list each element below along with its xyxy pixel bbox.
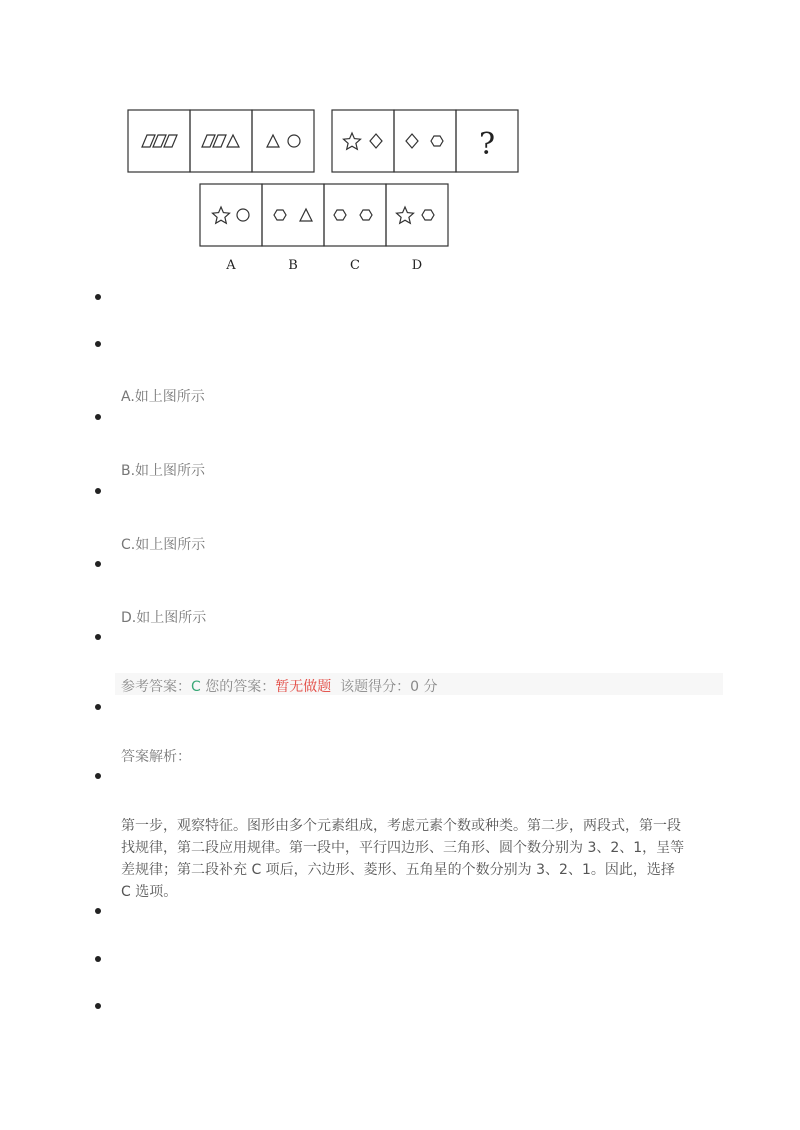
parallelogram-shape [213,135,226,147]
list-bullet [95,773,101,779]
list-bullet [95,1003,101,1009]
reference-answer-value: C [191,679,201,695]
parallelogram-shape [142,135,155,147]
figure-cell-5 [394,110,456,172]
option-cell-d [386,184,448,246]
figure-cell-4 [332,110,394,172]
parallelogram-shape [202,135,215,147]
diamond-shape [370,134,382,148]
figure-cell-2 [190,110,252,172]
your-answer-label: 您的答案： [200,679,276,695]
circle-shape [288,135,300,147]
hexagon-shape [334,210,346,220]
explanation-title: 答案解析： [121,749,191,765]
reference-answer-label: 参考答案： [121,679,191,695]
hexagon-shape [431,136,443,146]
parallelogram-shape [164,135,177,147]
figure-cell-1 [128,110,190,172]
option-cell-c [324,184,386,246]
explanation-body: 第一步，观察特征。图形由多个元素组成，考虑元素个数或种类。第二步，两段式，第一段找规律，第二段应用规律。第一段中，平行四边形、三角形、圆个数分别为 3、2、1，呈等差规律；第二段补充 C 项后，六边形、菱形、五角星的个数分别为 3、2、1。因此，选择 C 选项。 [121,818,685,900]
triangle-shape [267,135,279,147]
option-cell-a [200,184,262,246]
parallelogram-shape [153,135,166,147]
option-figures [200,184,448,246]
hexagon-shape [274,210,286,220]
list-bullet [95,488,101,494]
option-a[interactable]: A.如上图所示 [121,389,205,405]
list-bullet [95,908,101,914]
your-answer-value: 暂无做题 [275,679,332,695]
option-cell-b [262,184,324,246]
star-shape [397,207,414,223]
figure-cell-3 [252,110,314,172]
hexagon-shape [360,210,372,220]
score-label: 该题得分：0 分 [331,679,438,695]
hexagon-shape [422,210,434,220]
list-bullet [95,634,101,640]
list-bullet [95,414,101,420]
option-label-b: B [288,258,298,273]
list-bullet [95,704,101,710]
option-d[interactable]: D.如上图所示 [121,610,207,626]
star-shape [344,133,361,149]
question-mark: ? [478,127,496,162]
option-label-c: C [350,258,360,273]
list-bullet [95,561,101,567]
list-bullet [95,956,101,962]
list-bullet [95,294,101,300]
option-label-a: A [226,258,236,273]
triangle-shape [300,209,312,221]
puzzle-figure [122,104,522,276]
triangle-shape [227,135,239,147]
list-bullet [95,341,101,347]
option-c[interactable]: C.如上图所示 [121,537,206,553]
diamond-shape [406,134,418,148]
option-b[interactable]: B.如上图所示 [121,463,206,479]
circle-shape [237,209,249,221]
star-shape [213,207,230,223]
sequence-group-1 [128,110,314,172]
option-label-d: D [411,258,423,273]
answer-line [121,676,438,696]
